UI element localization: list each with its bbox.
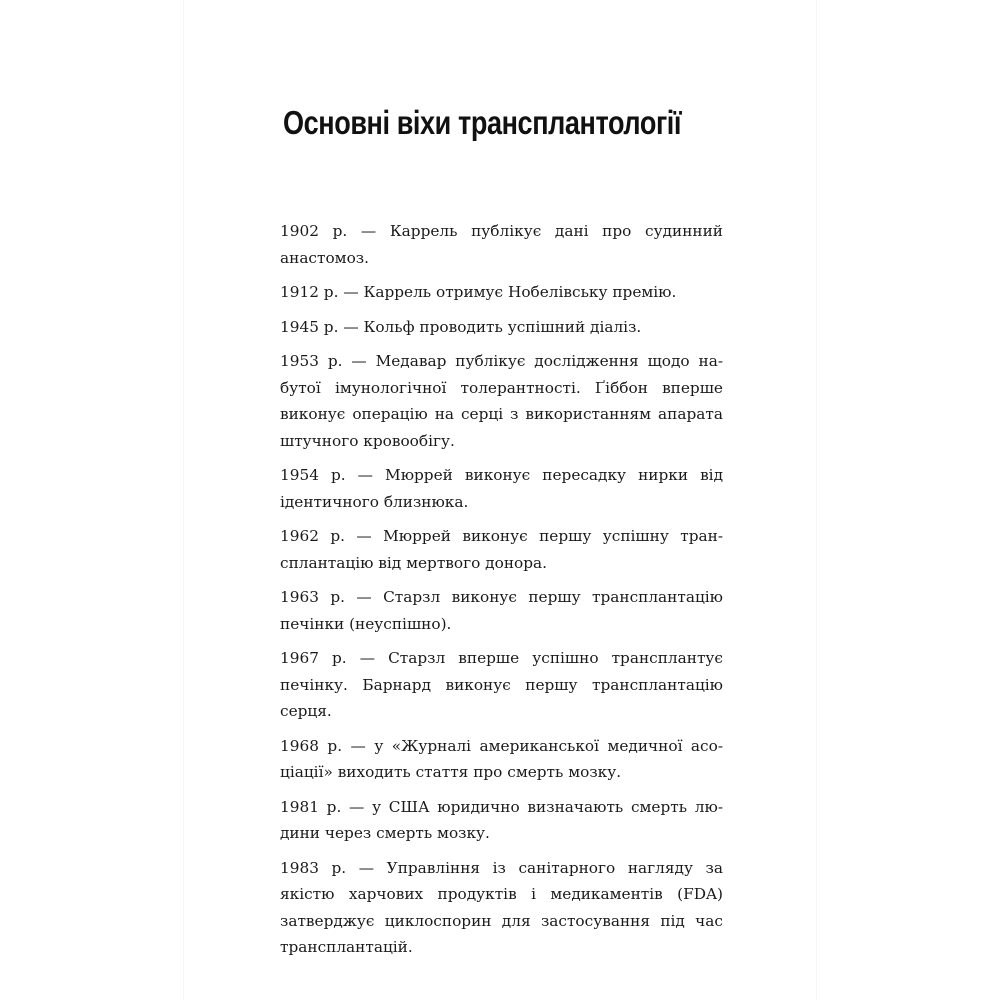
dash: —: [345, 527, 384, 545]
milestone-entry: [280, 794, 723, 847]
milestones-list: [280, 218, 723, 969]
milestone-entry: [280, 218, 723, 271]
milestone-text: Кольф проводить успішний діаліз.: [363, 317, 642, 336]
milestone-entry: [280, 279, 723, 306]
milestone-entry: [280, 733, 723, 786]
dash: —: [338, 283, 364, 301]
dash: —: [341, 797, 373, 816]
dash: —: [344, 588, 384, 606]
dash: —: [347, 222, 390, 240]
milestone-text: Старзл вперше успішно трансплантує печінку. Барнард виконує першу трансплантацію серця.: [280, 649, 723, 720]
milestone-entry: [280, 584, 723, 637]
dash: —: [346, 649, 389, 667]
milestone-text: Управління із санітарного нагляду за якістю харчових продуктів і медикаментів (FDA) затверджує циклоспорин для застосування під час трансплантацій.: [280, 858, 723, 956]
milestone-text: Мюррей виконує першу успішну трансплантацію від мертвого донора.: [280, 527, 723, 572]
dash: —: [342, 352, 376, 370]
milestone-entry: [280, 348, 723, 454]
milestone-year: 1968 р.: [280, 736, 343, 755]
milestone-year: 1963 р.: [280, 588, 345, 606]
milestone-year: 1945 р.: [280, 317, 339, 336]
dash: —: [345, 466, 386, 484]
dash: —: [342, 736, 375, 755]
dash: —: [346, 858, 387, 877]
milestone-year: 1902 р.: [280, 222, 348, 240]
milestone-entry: [280, 462, 723, 515]
milestone-year: 1981 р.: [280, 797, 342, 816]
milestone-entry: [280, 523, 723, 576]
milestone-year: 1983 р.: [280, 858, 347, 877]
milestone-year: 1962 р.: [280, 527, 345, 545]
milestone-text: Каррель отримує Нобелівську премію.: [363, 283, 677, 301]
milestone-text: Медавар публікує дослідження щодо набутої імунологічної толерантності. Ґіббон вперше виконує операцію на серці з використанням апарата штучного кровообігу.: [280, 352, 724, 450]
page-title: Основні віхи трансплантології: [283, 104, 682, 141]
milestone-text: у США юридично визначають смерть людини через смерть мозку.: [280, 797, 723, 842]
milestone-entry: [280, 645, 723, 725]
milestone-entry: [280, 855, 723, 961]
milestone-text: Старзл виконує першу трансплантацію печінки (неуспішно).: [280, 588, 723, 633]
milestone-year: 1967 р.: [280, 649, 347, 667]
milestone-year: 1953 р.: [280, 352, 343, 370]
book-page: [183, 0, 817, 1000]
milestone-year: 1954 р.: [280, 466, 346, 484]
milestone-text: Мюррей виконує пересадку нирки від ідентичного близнюка.: [280, 466, 723, 511]
dash: —: [338, 317, 364, 336]
milestone-text: Каррель публікує дані про судинний анастомоз.: [280, 222, 723, 267]
milestone-year: 1912 р.: [280, 283, 339, 301]
milestone-text: у «Журналі американської медичної асоціації» виходить стаття про смерть мозку.: [280, 736, 723, 781]
milestone-entry: [280, 314, 723, 341]
